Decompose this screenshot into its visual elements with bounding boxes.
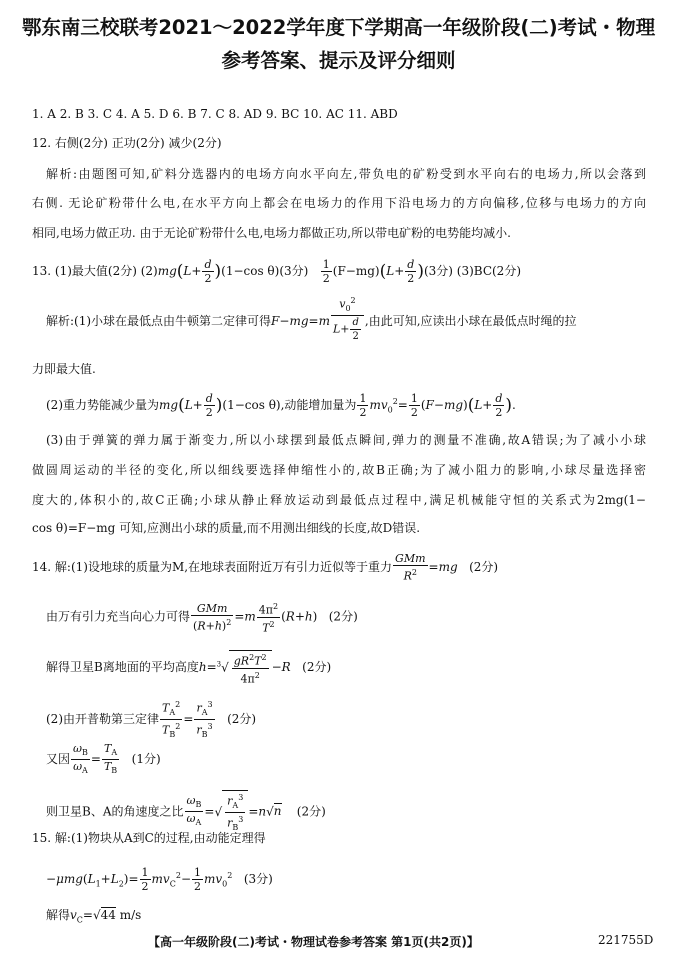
q14-line1: 14. 解:(1)设地球的质量为M,在地球表面附近万有引力近似等于重力 $\frac{\text{GMm}}{R^2}$ =mg (2分) [32,552,499,583]
page-title: 鄂东南三校联考2021～2022学年度下学期高一年级阶段(二)考试・物理 [21,16,656,39]
q13-explanation-line1: 解析:(1)小球在最低点由牛顿第二定律可得F−mg=m $v_0^2$ L+ $\frac{d}{2}$ ,由此可知,应读出小球在最低点时绳的拉 [46,296,577,342]
q15-line3: 解得$v_C=√44$ m/s [46,908,142,925]
q13-explanation-line4: (3)由于弹簧的弹力属于渐变力,所以小球摆到最低点瞬间,弹力的测量不准确,故A错误;为了减小小球 [46,433,646,447]
q12-explanation-line1: 解析:由题图可知,矿料分选器内的电场方向水平向左,带负电的矿粉受到水平向右的电场力,所以会落到 [46,167,646,181]
q14-line6: 则卫星B、A的角速度之比 $\frac{\omega_B}{\omega_A}$ =√ $\frac{r_A^3}{r_B^3}$ =n√n (2分) [46,790,326,834]
q14-line4: (2)由开普勒第三定律 $\frac{T_A^2}{T_B^2}$ = $\frac{r_A^3}{r_B^3}$ (2分) [46,700,257,739]
footer-code: 221755D [598,933,654,947]
q13-part3: (F−mg) [332,264,380,278]
q12-explanation-line3: 相同,电场力做正功. 由于无论矿粉带什么电,电场力都做正功,所以带电矿粉的电势能均减小. [32,226,511,240]
q13-explanation-line3: (2)重力势能减少量为mg(L+ $\frac{d}{2}$ )(1−cos θ),动能增加量为 $\frac{1}{2}$ $mv_0^2=$ $\frac{1}{2}$ (F−mg)(L+ $\frac{d}{2}$ ). [46,392,516,419]
q13-answer: 13. (1)最大值(2分) (2)mg(L+ $\frac{d}{2}$ )(1−cos θ)(3分) $\frac{1}{2}$ (F−mg)(L+ $\frac{d}{2}$ )(3分) (3)BC(2分) [32,258,522,285]
q14-line3: 解得卫星B离地面的平均高度h=$^3$√ $\frac{gR^2T^2}{4\pi^2}$ −R (2分) [46,650,331,685]
q13-part2: (1−cos θ)(3分) [221,264,309,278]
mc-answers: 1. A 2. B 3. C 4. A 5. D 6. B 7. C 8. AD 9. BC 10. AC 11. ABD [32,107,398,121]
q12-answer: 12. 右侧(2分) 正功(2分) 减少(2分) [32,136,222,150]
page-subtitle: 参考答案、提示及评分细则 [221,49,456,72]
q13-explanation-line6: 度大的,体积小的,故C正确;小球从静止释放运动到最低点过程中,满足机械能守恒的关系式为2mg(1− [32,493,646,507]
q13-part4: (3分) (3)BC(2分) [423,264,522,278]
q12-explanation-line2: 右侧. 无论矿粉带什么电,在水平方向上都会在电场力的作用下沿电场力的方向偏移,位移与电场力的方向 [32,196,646,210]
q15-line2: $-\mu mg(L_1+L_2)=$ $\frac{1}{2}$ $mv_C^2-$ $\frac{1}{2}$ $mv_0^2$ (3分) [46,866,273,893]
q13-part1: 13. (1)最大值(2分) (2) [32,264,158,278]
q14-line2: 由万有引力充当向心力可得 $\frac{\text{GMm}}{(R+h)^2}$ =m $\frac{4\pi^2}{T^2}$ (R+h) (2分) [46,601,358,635]
q13-explanation-line5: 做圆周运动的半径的变化,所以细线要选择伸缩性小的,故B正确;为了减小阻力的影响,小球尽量选择密 [32,463,646,477]
q15-line1: 15. 解:(1)物块从A到C的过程,由动能定理得 [32,831,266,845]
q14-line5: 又因 $\frac{\omega_B}{\omega_A}$ = $\frac{T_A}{T_B}$ (1分) [46,742,161,776]
q13-explanation-line7: cos θ)=F−mg 可知,应测出小球的质量,而不用测出细线的长度,故D错误. [32,521,421,535]
footer-caption: 【高一年级阶段(二)考试・物理试卷参考答案 第1页(共2页)】 [148,935,479,949]
q13-explanation-line2: 力即最大值. [32,362,96,376]
